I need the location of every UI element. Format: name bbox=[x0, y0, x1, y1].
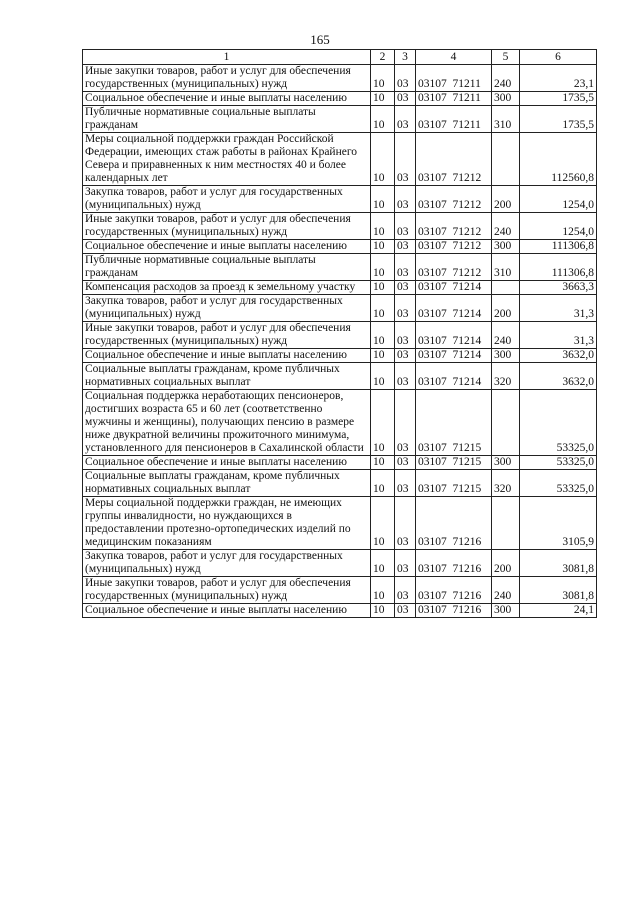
row-section: 10 bbox=[371, 470, 395, 497]
row-target-article: 03107 71212 bbox=[416, 240, 492, 254]
table-row bbox=[83, 186, 597, 213]
row-amount: 111306,8 bbox=[520, 254, 597, 281]
row-amount: 1254,0 bbox=[520, 213, 597, 240]
row-description: Закупка товаров, работ и услуг для государственных (муниципальных) нужд bbox=[83, 295, 371, 322]
row-target-article: 03107 71214 bbox=[416, 349, 492, 363]
row-target-article: 03107 71214 bbox=[416, 363, 492, 390]
row-target-article: 03107 71212 bbox=[416, 186, 492, 213]
row-section: 10 bbox=[371, 240, 395, 254]
row-section: 10 bbox=[371, 106, 395, 133]
row-amount: 31,3 bbox=[520, 322, 597, 349]
row-amount: 24,1 bbox=[520, 604, 597, 618]
row-expense-type: 310 bbox=[492, 106, 520, 133]
budget-table bbox=[82, 49, 597, 618]
row-description: Компенсация расходов за проезд к земельному участку bbox=[83, 281, 371, 295]
row-amount: 111306,8 bbox=[520, 240, 597, 254]
row-section: 10 bbox=[371, 497, 395, 550]
header-col-5: 5 bbox=[492, 50, 520, 65]
row-amount: 31,3 bbox=[520, 295, 597, 322]
row-subsection: 03 bbox=[395, 133, 416, 186]
row-target-article: 03107 71215 bbox=[416, 470, 492, 497]
row-description: Меры социальной поддержки граждан Российской Федерации, имеющих стаж работы в районах Крайнего Севера и приравненных к ним местностях 40 и более календарных лет bbox=[83, 133, 371, 186]
row-description: Иные закупки товаров, работ и услуг для обеспечения государственных (муниципальных) нужд bbox=[83, 213, 371, 240]
row-target-article: 03107 71214 bbox=[416, 322, 492, 349]
row-section: 10 bbox=[371, 456, 395, 470]
row-target-article: 03107 71216 bbox=[416, 550, 492, 577]
row-target-article: 03107 71215 bbox=[416, 456, 492, 470]
row-subsection: 03 bbox=[395, 295, 416, 322]
row-amount: 53325,0 bbox=[520, 456, 597, 470]
header-col-3: 3 bbox=[395, 50, 416, 65]
row-expense-type: 240 bbox=[492, 322, 520, 349]
row-amount: 3081,8 bbox=[520, 550, 597, 577]
row-target-article: 03107 71214 bbox=[416, 295, 492, 322]
row-amount: 3632,0 bbox=[520, 363, 597, 390]
row-target-article: 03107 71212 bbox=[416, 213, 492, 240]
row-description: Закупка товаров, работ и услуг для государственных (муниципальных) нужд bbox=[83, 186, 371, 213]
row-description: Социальные выплаты гражданам, кроме публичных нормативных социальных выплат bbox=[83, 363, 371, 390]
row-subsection: 03 bbox=[395, 550, 416, 577]
row-section: 10 bbox=[371, 186, 395, 213]
header-col-1: 1 bbox=[83, 50, 371, 65]
row-section: 10 bbox=[371, 363, 395, 390]
row-expense-type bbox=[492, 133, 520, 186]
row-section: 10 bbox=[371, 550, 395, 577]
row-target-article: 03107 71215 bbox=[416, 390, 492, 456]
row-amount: 23,1 bbox=[520, 65, 597, 92]
row-description: Закупка товаров, работ и услуг для государственных (муниципальных) нужд bbox=[83, 550, 371, 577]
row-section: 10 bbox=[371, 322, 395, 349]
row-description: Социальное обеспечение и иные выплаты населению bbox=[83, 604, 371, 618]
row-description: Социальное обеспечение и иные выплаты населению bbox=[83, 240, 371, 254]
table-row bbox=[83, 349, 597, 363]
table-row bbox=[83, 456, 597, 470]
table-row bbox=[83, 390, 597, 456]
row-expense-type: 300 bbox=[492, 604, 520, 618]
row-amount: 3663,3 bbox=[520, 281, 597, 295]
table-row bbox=[83, 133, 597, 186]
table-row bbox=[83, 577, 597, 604]
table-row bbox=[83, 363, 597, 390]
row-expense-type bbox=[492, 281, 520, 295]
row-description: Иные закупки товаров, работ и услуг для обеспечения государственных (муниципальных) нужд bbox=[83, 65, 371, 92]
row-amount: 53325,0 bbox=[520, 470, 597, 497]
row-section: 10 bbox=[371, 349, 395, 363]
row-description: Социальные выплаты гражданам, кроме публичных нормативных социальных выплат bbox=[83, 470, 371, 497]
header-col-4: 4 bbox=[416, 50, 492, 65]
row-description: Социальное обеспечение и иные выплаты населению bbox=[83, 456, 371, 470]
row-expense-type bbox=[492, 497, 520, 550]
row-description: Социальное обеспечение и иные выплаты населению bbox=[83, 349, 371, 363]
row-section: 10 bbox=[371, 604, 395, 618]
row-subsection: 03 bbox=[395, 213, 416, 240]
row-expense-type: 300 bbox=[492, 240, 520, 254]
row-expense-type: 320 bbox=[492, 470, 520, 497]
table-row bbox=[83, 322, 597, 349]
row-subsection: 03 bbox=[395, 240, 416, 254]
row-description: Иные закупки товаров, работ и услуг для обеспечения государственных (муниципальных) нужд bbox=[83, 322, 371, 349]
row-amount: 1735,5 bbox=[520, 92, 597, 106]
row-target-article: 03107 71211 bbox=[416, 106, 492, 133]
row-expense-type: 300 bbox=[492, 456, 520, 470]
row-amount: 1254,0 bbox=[520, 186, 597, 213]
table-row bbox=[83, 106, 597, 133]
row-subsection: 03 bbox=[395, 65, 416, 92]
table-row bbox=[83, 295, 597, 322]
row-expense-type: 200 bbox=[492, 550, 520, 577]
header-col-2: 2 bbox=[371, 50, 395, 65]
row-expense-type: 240 bbox=[492, 65, 520, 92]
row-amount: 3632,0 bbox=[520, 349, 597, 363]
row-target-article: 03107 71216 bbox=[416, 604, 492, 618]
row-section: 10 bbox=[371, 281, 395, 295]
table-row bbox=[83, 65, 597, 92]
table-row bbox=[83, 470, 597, 497]
row-section: 10 bbox=[371, 390, 395, 456]
table-row bbox=[83, 550, 597, 577]
table-row bbox=[83, 281, 597, 295]
row-subsection: 03 bbox=[395, 281, 416, 295]
row-subsection: 03 bbox=[395, 254, 416, 281]
row-subsection: 03 bbox=[395, 106, 416, 133]
row-section: 10 bbox=[371, 577, 395, 604]
row-description: Социальное обеспечение и иные выплаты населению bbox=[83, 92, 371, 106]
row-subsection: 03 bbox=[395, 470, 416, 497]
row-target-article: 03107 71216 bbox=[416, 497, 492, 550]
table-row bbox=[83, 254, 597, 281]
row-amount: 3105,9 bbox=[520, 497, 597, 550]
table-row bbox=[83, 497, 597, 550]
row-section: 10 bbox=[371, 133, 395, 186]
row-section: 10 bbox=[371, 213, 395, 240]
row-expense-type: 320 bbox=[492, 363, 520, 390]
row-subsection: 03 bbox=[395, 363, 416, 390]
row-description: Публичные нормативные социальные выплаты гражданам bbox=[83, 106, 371, 133]
row-section: 10 bbox=[371, 65, 395, 92]
row-subsection: 03 bbox=[395, 456, 416, 470]
row-description: Иные закупки товаров, работ и услуг для обеспечения государственных (муниципальных) нужд bbox=[83, 577, 371, 604]
row-expense-type: 300 bbox=[492, 92, 520, 106]
header-col-6: 6 bbox=[520, 50, 597, 65]
row-subsection: 03 bbox=[395, 497, 416, 550]
row-subsection: 03 bbox=[395, 186, 416, 213]
row-subsection: 03 bbox=[395, 322, 416, 349]
row-description: Социальная поддержка неработающих пенсионеров, достигших возраста 65 и 60 лет (соответственно мужчины и женщины), получающих пенсию в размере ниже двукратной величины прожиточного минимума, установленного для пенсионеров в Сахалинской области bbox=[83, 390, 371, 456]
table-row bbox=[83, 92, 597, 106]
row-expense-type bbox=[492, 390, 520, 456]
row-subsection: 03 bbox=[395, 92, 416, 106]
row-expense-type: 200 bbox=[492, 186, 520, 213]
table-row bbox=[83, 240, 597, 254]
table-body bbox=[83, 65, 597, 618]
row-expense-type: 200 bbox=[492, 295, 520, 322]
row-subsection: 03 bbox=[395, 390, 416, 456]
table-header-row bbox=[83, 50, 597, 65]
row-expense-type: 240 bbox=[492, 213, 520, 240]
row-expense-type: 240 bbox=[492, 577, 520, 604]
row-target-article: 03107 71212 bbox=[416, 133, 492, 186]
row-target-article: 03107 71214 bbox=[416, 281, 492, 295]
table-row bbox=[83, 604, 597, 618]
row-subsection: 03 bbox=[395, 349, 416, 363]
row-target-article: 03107 71211 bbox=[416, 65, 492, 92]
row-target-article: 03107 71216 bbox=[416, 577, 492, 604]
row-description: Меры социальной поддержки граждан, не имеющих группы инвалидности, но нуждающихся в предоставлении протезно-ортопедических изделий по медицинским показаниям bbox=[83, 497, 371, 550]
row-expense-type: 310 bbox=[492, 254, 520, 281]
page-number: 165 bbox=[310, 32, 330, 47]
row-target-article: 03107 71212 bbox=[416, 254, 492, 281]
row-subsection: 03 bbox=[395, 577, 416, 604]
table-row bbox=[83, 213, 597, 240]
row-target-article: 03107 71211 bbox=[416, 92, 492, 106]
row-subsection: 03 bbox=[395, 604, 416, 618]
row-amount: 3081,8 bbox=[520, 577, 597, 604]
row-amount: 112560,8 bbox=[520, 133, 597, 186]
row-section: 10 bbox=[371, 295, 395, 322]
row-expense-type: 300 bbox=[492, 349, 520, 363]
row-section: 10 bbox=[371, 92, 395, 106]
row-amount: 1735,5 bbox=[520, 106, 597, 133]
row-description: Публичные нормативные социальные выплаты гражданам bbox=[83, 254, 371, 281]
row-amount: 53325,0 bbox=[520, 390, 597, 456]
row-section: 10 bbox=[371, 254, 395, 281]
